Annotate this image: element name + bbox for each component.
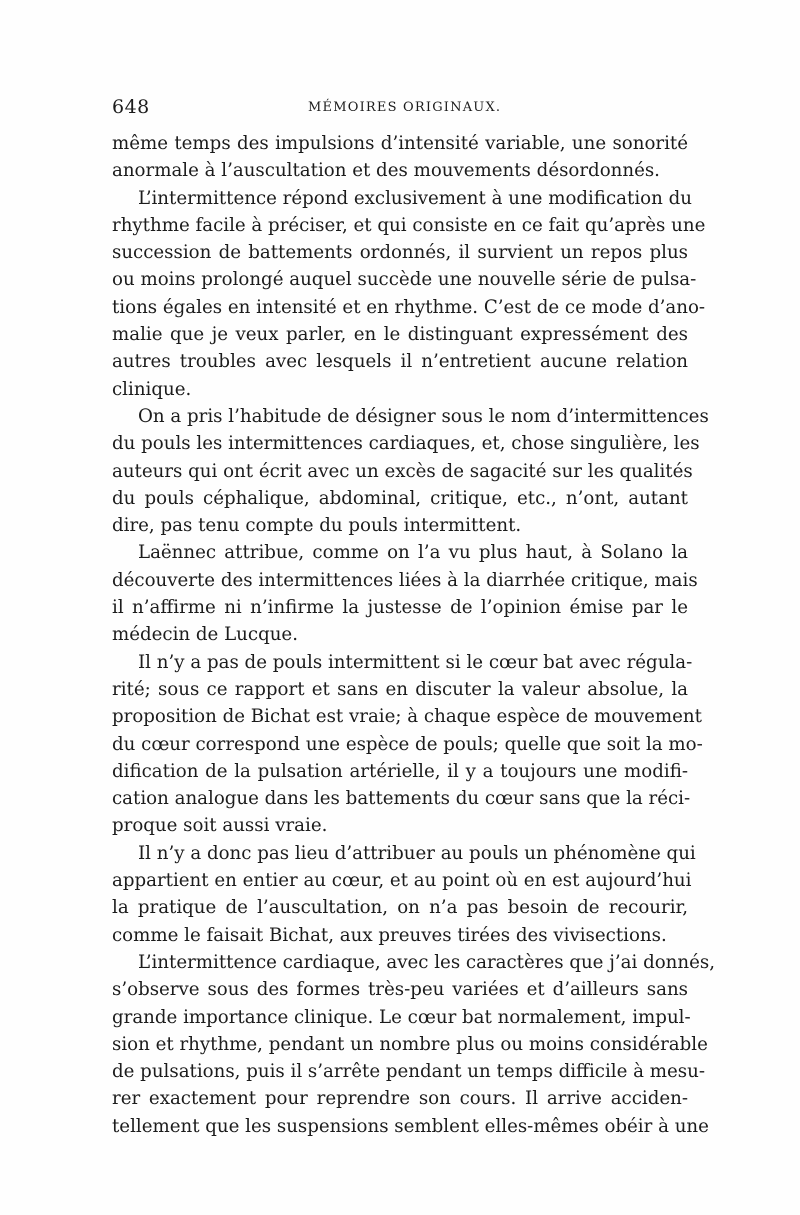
text-line: rhythme facile à préciser, et qui consiste en ce fait qu’après une xyxy=(112,214,706,236)
text-line: de pulsations, puis il s’arrête pendant un temps difficile à mesu- xyxy=(112,1061,705,1083)
page-number: 648 xyxy=(112,96,150,118)
text-line: anormale à l’auscultation et des mouvements désordonnés. xyxy=(112,160,660,182)
text-line: rer exactement pour reprendre son cours. Il arrive acciden- xyxy=(112,1088,688,1110)
text-line: tions égales en intensité et en rhythme. C’est de ce mode d’ano- xyxy=(112,296,706,318)
text-line: dification de la pulsation artérielle, il y a toujours une modifi- xyxy=(112,760,688,782)
text-line: médecin de Lucque. xyxy=(112,624,298,646)
text-line: du pouls céphalique, abdominal, critique, etc., n’ont, autant xyxy=(112,487,688,509)
text-line: rité; sous ce rapport et sans en discuter la valeur absolue, la xyxy=(112,678,688,700)
text-line: du pouls les intermittences cardiaques, et, chose singulière, les xyxy=(112,433,700,455)
text-line: appartient en entier au cœur, et au point où en est aujourd’hui xyxy=(112,870,692,892)
text-line: Il n’y a pas de pouls intermittent si le cœur bat avec régula- xyxy=(138,651,693,673)
text-line: dire, pas tenu compte du pouls intermittent. xyxy=(112,515,522,537)
text-line: comme le faisait Bichat, aux preuves tirées des vivisections. xyxy=(112,924,667,946)
text-line: clinique. xyxy=(112,378,192,400)
text-line: malie que je veux parler, en le distinguant expressément des xyxy=(112,324,688,346)
text-line: ou moins prolongé auquel succède une nouvelle série de pulsa- xyxy=(112,269,697,291)
text-line: L’intermittence cardiaque, avec les caractères que j’ai donnés, xyxy=(138,951,715,973)
text-line: On a pris l’habitude de désigner sous le nom d’intermittences xyxy=(138,405,709,427)
text-line: autres troubles avec lesquels il n’entretient aucune relation xyxy=(112,351,688,373)
text-line: du cœur correspond une espèce de pouls; quelle que soit la mo- xyxy=(112,733,703,755)
text-line: L’intermittence répond exclusivement à une modification du xyxy=(138,187,692,209)
text-line: cation analogue dans les battements du cœur sans que la réci- xyxy=(112,788,691,810)
text-line: la pratique de l’auscultation, on n’a pas besoin de recourir, xyxy=(112,897,688,919)
body-text xyxy=(112,130,715,1140)
page-header xyxy=(112,96,688,120)
text-line: Laënnec attribue, comme on l’a vu plus haut, à Solano la xyxy=(138,542,688,564)
text-line: sion et rhythme, pendant un nombre plus ou moins considérable xyxy=(112,1033,708,1055)
text-line: tellement que les suspensions semblent elles-mêmes obéir à une xyxy=(112,1115,709,1137)
text-line: même temps des impulsions d’intensité variable, une sonorité xyxy=(112,133,688,154)
text-line: il n’affirme ni n’infirme la justesse de l’opinion émise par le xyxy=(112,597,688,619)
text-line: s’observe sous des formes très-peu variées et d’ailleurs sans xyxy=(112,979,688,1001)
text-line: auteurs qui ont écrit avec un excès de sagacité sur les qualités xyxy=(112,460,693,482)
text-line: succession de battements ordonnés, il survient un repos plus xyxy=(112,242,688,264)
text-line: grande importance clinique. Le cœur bat normalement, impul- xyxy=(112,1006,691,1028)
text-line: proque soit aussi vraie. xyxy=(112,815,328,837)
running-head: MÉMOIRES ORIGINAUX. xyxy=(308,100,502,115)
text-line: Il n’y a donc pas lieu d’attribuer au pouls un phénomène qui xyxy=(138,842,696,864)
text-line: découverte des intermittences liées à la diarrhée critique, mais xyxy=(112,569,698,591)
text-line: proposition de Bichat est vraie; à chaque espèce de mouvement xyxy=(112,706,702,728)
